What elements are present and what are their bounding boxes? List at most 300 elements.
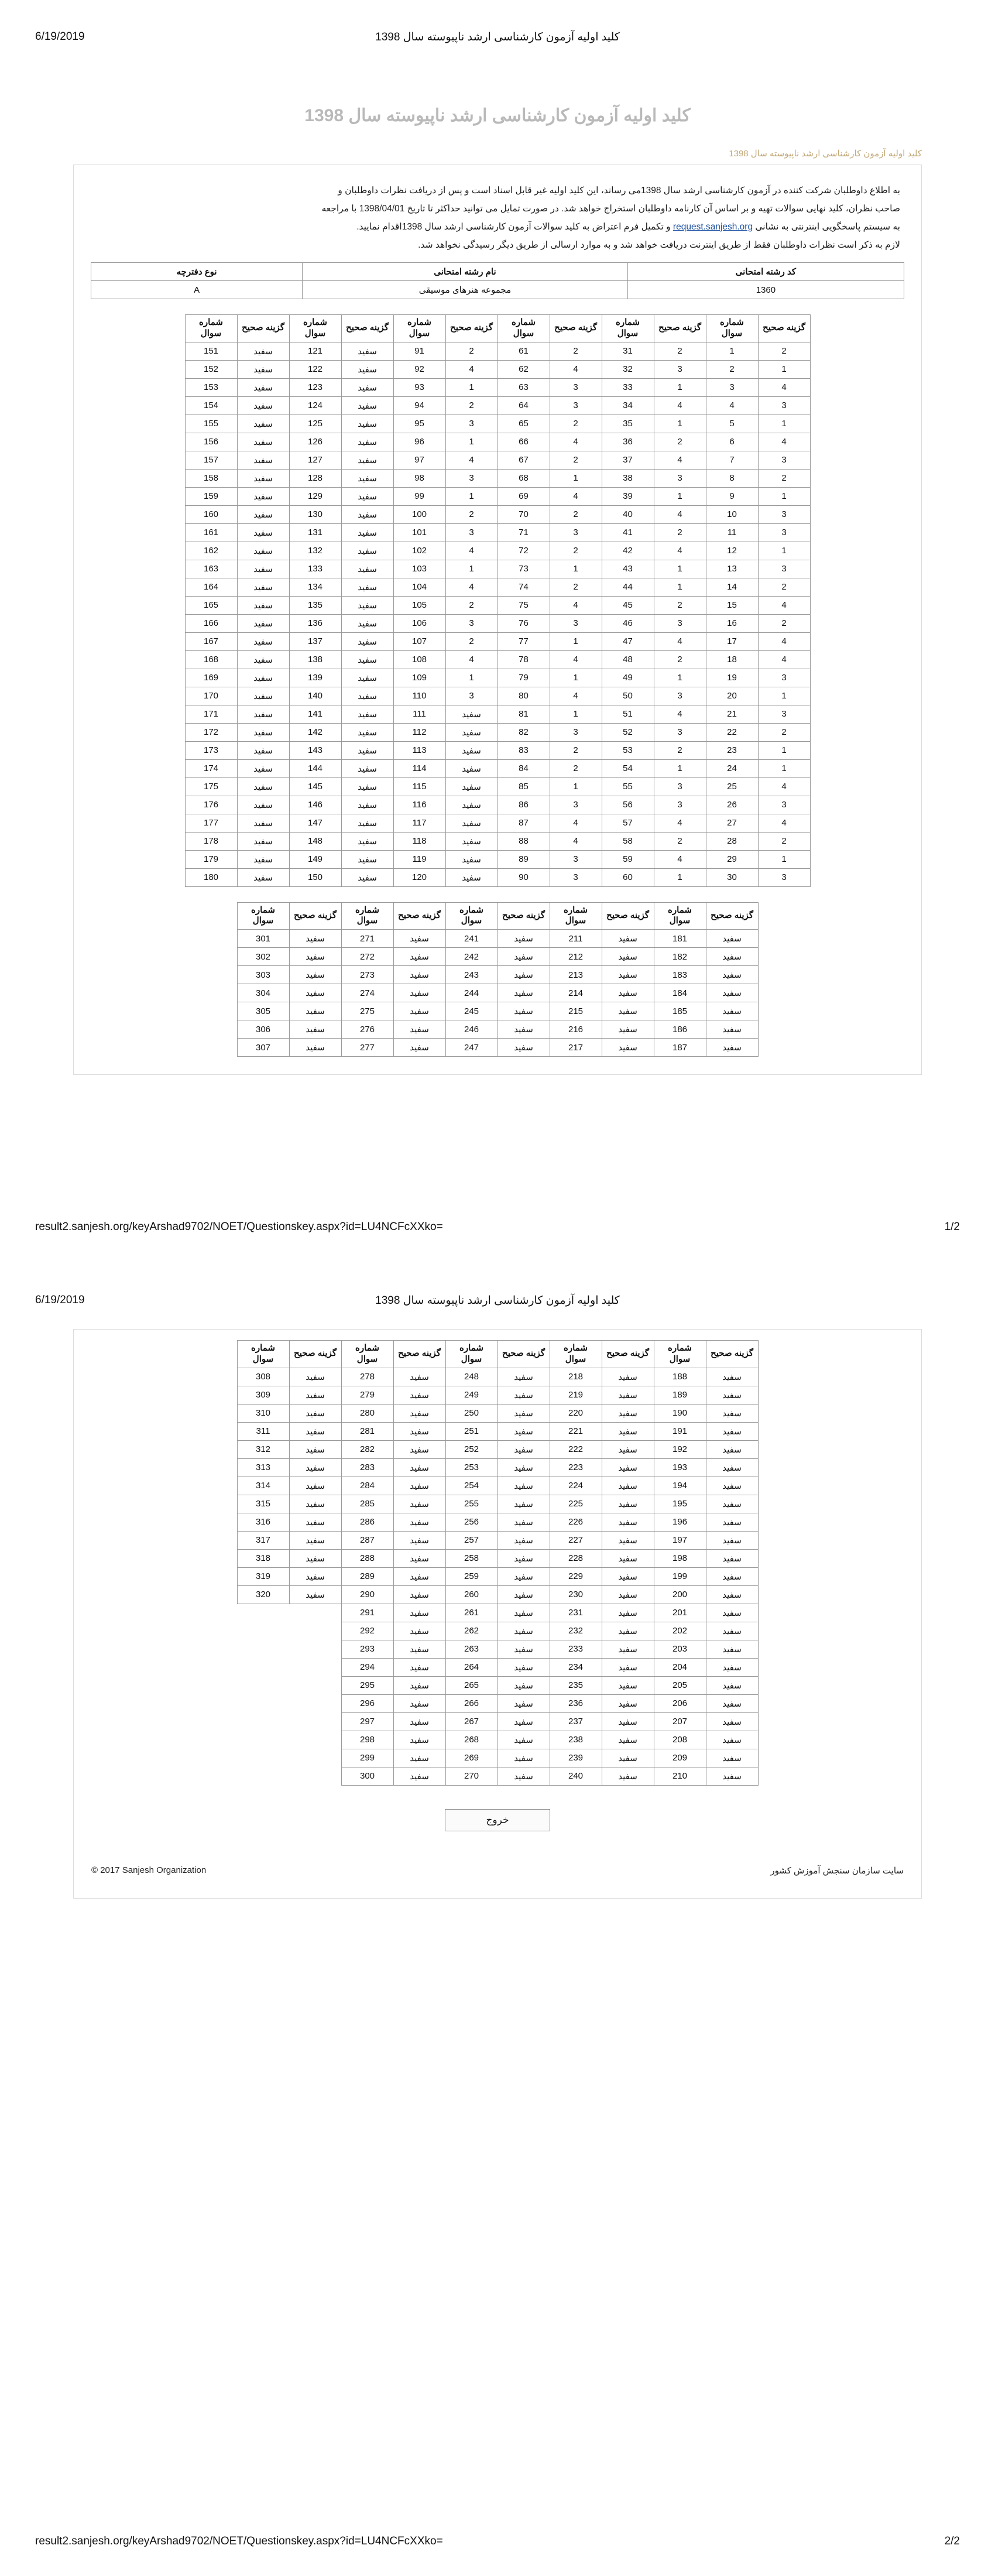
answer-cell: سفید [341,342,393,360]
answer-cell: 2 [758,469,810,487]
answer-cell: 1 [654,759,706,777]
answer-cell: سفید [393,1513,445,1531]
question-number-cell [237,1767,289,1785]
answer-key-header-question: شماره سوال [445,902,498,930]
answer-key-block-3-wrap [89,1340,906,1786]
answer-cell: 3 [445,523,498,542]
answer-cell: 4 [550,487,602,505]
table-row [237,1604,758,1622]
table-row [185,560,810,578]
answer-key-header-question: شماره سوال [445,1341,498,1368]
answer-cell: 4 [758,650,810,669]
question-number-cell: 264 [445,1658,498,1676]
question-number-cell: 108 [393,650,445,669]
answer-cell: سفید [498,930,550,948]
question-number-cell: 95 [393,415,445,433]
answer-cell: سفید [498,1749,550,1767]
question-number-cell: 71 [498,523,550,542]
answer-cell: 1 [550,777,602,796]
answer-cell: سفید [706,1458,758,1477]
answer-cell: سفید [393,1567,445,1585]
question-number-cell: 263 [445,1640,498,1658]
question-number-cell: 220 [550,1404,602,1422]
question-number-cell: 286 [341,1513,393,1531]
answer-cell: سفید [602,1440,654,1458]
table-row [185,705,810,723]
question-number-cell: 128 [289,469,341,487]
answer-cell: سفید [602,1002,654,1020]
question-number-cell: 138 [289,650,341,669]
question-number-cell: 170 [185,687,237,705]
question-number-cell: 183 [654,966,706,984]
answer-cell [289,1694,341,1712]
answer-cell: سفید [341,723,393,741]
answer-cell: 4 [445,578,498,596]
answer-cell: سفید [498,1731,550,1749]
answer-cell: سفید [237,560,289,578]
answer-cell: سفید [341,396,393,415]
answer-cell: 2 [758,342,810,360]
question-number-cell: 273 [341,966,393,984]
answer-cell: سفید [706,1020,758,1039]
question-number-cell: 81 [498,705,550,723]
question-number-cell: 33 [602,378,654,396]
question-number-cell: 230 [550,1585,602,1604]
question-number-cell: 189 [654,1386,706,1404]
answer-cell: سفید [341,850,393,868]
answer-cell: 4 [654,396,706,415]
question-number-cell [237,1694,289,1712]
print-date-2: 6/19/2019 [35,1294,85,1306]
question-number-cell: 175 [185,777,237,796]
question-number-cell: 320 [237,1585,289,1604]
question-number-cell: 150 [289,868,341,886]
question-number-cell: 64 [498,396,550,415]
table-row [185,396,810,415]
answer-cell: سفید [498,1712,550,1731]
question-number-cell: 133 [289,560,341,578]
answer-cell: سفید [602,966,654,984]
answer-cell: سفید [498,1020,550,1039]
answer-cell: سفید [706,966,758,984]
page-2-content [73,1323,922,1899]
question-number-cell: 69 [498,487,550,505]
answer-cell: 2 [445,632,498,650]
answer-cell: 2 [654,741,706,759]
answer-cell: 4 [445,451,498,469]
answer-cell: 4 [445,542,498,560]
question-number-cell: 154 [185,396,237,415]
question-number-cell: 242 [445,948,498,966]
notice-text [89,178,906,262]
answer-cell: سفید [289,1422,341,1440]
question-number-cell: 312 [237,1440,289,1458]
question-number-cell: 149 [289,850,341,868]
answer-cell: سفید [289,984,341,1002]
question-number-cell: 305 [237,1002,289,1020]
question-number-cell: 265 [445,1676,498,1694]
answer-cell: 3 [654,723,706,741]
answer-key-panel-continued [73,1329,922,1899]
question-number-cell: 178 [185,832,237,850]
answer-cell: سفید [498,1531,550,1549]
question-number-cell: 40 [602,505,654,523]
table-row [185,451,810,469]
answer-cell: سفید [602,1604,654,1622]
question-number-cell [237,1731,289,1749]
question-number-cell: 137 [289,632,341,650]
question-number-cell: 249 [445,1386,498,1404]
answer-cell: سفید [498,1585,550,1604]
section-subtitle: کلید اولیه آزمون کارشناسی ارشد ناپیوسته سال 1398 [729,149,922,159]
answer-cell: سفید [237,669,289,687]
question-number-cell: 159 [185,487,237,505]
answer-cell: سفید [445,723,498,741]
question-number-cell: 45 [602,596,654,614]
question-number-cell: 182 [654,948,706,966]
answer-cell: سفید [393,1020,445,1039]
answer-cell: سفید [237,650,289,669]
question-number-cell: 226 [550,1513,602,1531]
question-number-cell: 205 [654,1676,706,1694]
question-number-cell: 37 [602,451,654,469]
question-number-cell: 135 [289,596,341,614]
answer-cell: سفید [341,469,393,487]
question-number-cell: 26 [706,796,758,814]
question-number-cell: 102 [393,542,445,560]
answer-cell: 2 [654,433,706,451]
answer-cell: سفید [602,1622,654,1640]
question-number-cell: 87 [498,814,550,832]
question-number-cell: 115 [393,777,445,796]
question-number-cell: 157 [185,451,237,469]
question-number-cell: 234 [550,1658,602,1676]
question-number-cell: 309 [237,1386,289,1404]
answer-cell: 4 [550,814,602,832]
question-number-cell: 295 [341,1676,393,1694]
question-number-cell: 123 [289,378,341,396]
question-number-cell: 6 [706,433,758,451]
table-row [185,433,810,451]
answer-key-header-answer: گزینه صحیح [393,902,445,930]
answer-cell: 2 [550,542,602,560]
answer-cell: سفید [602,1386,654,1404]
answer-cell: سفید [289,1368,341,1386]
question-number-cell: 67 [498,451,550,469]
answer-cell: سفید [498,1002,550,1020]
answer-cell: 4 [445,360,498,378]
question-number-cell: 202 [654,1622,706,1640]
answer-key-header-row [185,315,810,342]
answer-cell: سفید [341,415,393,433]
question-number-cell: 278 [341,1368,393,1386]
answer-cell: 4 [654,632,706,650]
question-number-cell: 171 [185,705,237,723]
question-number-cell: 113 [393,741,445,759]
answer-cell: 1 [758,741,810,759]
answer-cell: سفید [237,415,289,433]
notice-line-3 [95,218,900,236]
question-number-cell: 209 [654,1749,706,1767]
answer-cell: سفید [602,1749,654,1767]
answer-cell: 2 [550,505,602,523]
question-number-cell: 140 [289,687,341,705]
answer-cell: 4 [654,814,706,832]
answer-cell: سفید [602,1477,654,1495]
table-row [237,1386,758,1404]
question-number-cell: 17 [706,632,758,650]
question-number-cell: 86 [498,796,550,814]
question-number-cell: 57 [602,814,654,832]
answer-cell: 1 [550,705,602,723]
question-number-cell: 214 [550,984,602,1002]
question-number-cell: 54 [602,759,654,777]
answer-cell: سفید [706,1712,758,1731]
answer-cell: سفید [706,1531,758,1549]
answer-cell: سفید [341,777,393,796]
answer-cell: سفید [393,930,445,948]
question-number-cell: 313 [237,1458,289,1477]
info-value-field: مجموعه هنرهای موسیقی [303,281,628,299]
answer-cell: سفید [706,1604,758,1622]
answer-cell: سفید [602,1368,654,1386]
answer-cell: سفید [237,396,289,415]
question-number-cell: 103 [393,560,445,578]
answer-cell: سفید [602,1422,654,1440]
info-header-field: نام رشته امتحانی [303,263,628,281]
answer-cell: سفید [341,505,393,523]
answer-cell: سفید [237,832,289,850]
answer-cell: سفید [289,1404,341,1422]
answer-cell: 1 [654,415,706,433]
question-number-cell: 181 [654,930,706,948]
question-number-cell: 200 [654,1585,706,1604]
answer-cell: سفید [498,1495,550,1513]
question-number-cell: 29 [706,850,758,868]
answer-cell: 3 [654,360,706,378]
question-number-cell: 179 [185,850,237,868]
answer-cell: سفید [393,1368,445,1386]
answer-cell: 3 [654,469,706,487]
answer-cell: سفید [602,1585,654,1604]
answer-cell: 3 [654,687,706,705]
question-number-cell: 39 [602,487,654,505]
question-number-cell: 243 [445,966,498,984]
question-number-cell: 289 [341,1567,393,1585]
answer-cell: سفید [237,505,289,523]
question-number-cell: 199 [654,1567,706,1585]
answer-cell: سفید [498,966,550,984]
answer-cell: 1 [758,360,810,378]
answer-cell: سفید [237,487,289,505]
answer-key-header-question: شماره سوال [237,1341,289,1368]
info-value-code: 1360 [627,281,904,299]
table-row [185,596,810,614]
answer-key-header-question: شماره سوال [550,902,602,930]
question-number-cell: 89 [498,850,550,868]
table-row [237,1513,758,1531]
print-page-number: 1/2 [944,1221,960,1233]
question-number-cell: 153 [185,378,237,396]
question-number-cell: 163 [185,560,237,578]
question-number-cell: 300 [341,1767,393,1785]
question-number-cell: 192 [654,1440,706,1458]
answer-cell: سفید [706,1386,758,1404]
answer-cell: سفید [706,1513,758,1531]
table-row [237,966,758,984]
answer-key-header-answer: گزینه صحیح [498,1341,550,1368]
question-number-cell: 90 [498,868,550,886]
answer-cell: 3 [550,868,602,886]
answer-cell: 2 [445,396,498,415]
question-number-cell: 12 [706,542,758,560]
answer-key-header-question: شماره سوال [550,1341,602,1368]
question-number-cell: 8 [706,469,758,487]
answer-cell: سفید [706,1567,758,1585]
question-number-cell: 49 [602,669,654,687]
answer-cell: 3 [550,614,602,632]
answer-cell: 4 [550,360,602,378]
answer-cell: سفید [289,1440,341,1458]
answer-cell: سفید [706,1422,758,1440]
table-row [237,1712,758,1731]
answer-cell: 2 [550,741,602,759]
answer-cell: سفید [498,1640,550,1658]
answer-cell: سفید [602,1676,654,1694]
answer-cell: 3 [550,523,602,542]
question-number-cell: 92 [393,360,445,378]
question-number-cell: 141 [289,705,341,723]
question-number-cell: 319 [237,1567,289,1585]
question-number-cell: 188 [654,1368,706,1386]
question-number-cell: 1 [706,342,758,360]
answer-cell: سفید [237,632,289,650]
answer-cell: سفید [706,1731,758,1749]
answer-cell: 1 [654,578,706,596]
table-row [237,1694,758,1712]
question-number-cell: 260 [445,1585,498,1604]
answer-key-header-answer: گزینه صحیح [602,902,654,930]
answer-key-block-2-wrap [89,902,906,1057]
answer-cell: سفید [706,1694,758,1712]
answer-cell: سفید [498,1604,550,1622]
question-number-cell: 296 [341,1694,393,1712]
answer-cell [289,1658,341,1676]
answer-cell: سفید [341,832,393,850]
table-row [185,614,810,632]
answer-cell: سفید [237,777,289,796]
answer-cell [289,1731,341,1749]
answer-cell: سفید [237,378,289,396]
answer-cell: سفید [706,1368,758,1386]
question-number-cell: 203 [654,1640,706,1658]
answer-cell: سفید [341,523,393,542]
answer-cell: سفید [602,1549,654,1567]
question-number-cell: 100 [393,505,445,523]
answer-cell: سفید [341,650,393,669]
question-number-cell: 221 [550,1422,602,1440]
answer-cell: سفید [393,1604,445,1622]
question-number-cell: 276 [341,1020,393,1039]
answer-key-header-answer: گزینه صحیح [602,1341,654,1368]
exit-button[interactable]: خروج [445,1809,550,1831]
answer-cell: سفید [602,1694,654,1712]
question-number-cell: 274 [341,984,393,1002]
answer-cell: سفید [706,1477,758,1495]
info-header-row [91,263,904,281]
question-number-cell: 43 [602,560,654,578]
answer-cell: 3 [758,669,810,687]
question-number-cell: 124 [289,396,341,415]
answer-cell: سفید [445,832,498,850]
question-number-cell: 287 [341,1531,393,1549]
answer-cell: 2 [550,451,602,469]
question-number-cell: 172 [185,723,237,741]
answer-cell: سفید [498,1676,550,1694]
answer-cell: 3 [758,523,810,542]
answer-cell: 2 [445,505,498,523]
question-number-cell: 176 [185,796,237,814]
answer-cell: سفید [445,777,498,796]
answer-cell: سفید [393,1640,445,1658]
answer-cell: 3 [758,396,810,415]
question-number-cell: 252 [445,1440,498,1458]
question-number-cell: 261 [445,1604,498,1622]
answer-cell: 3 [654,614,706,632]
answer-cell: سفید [393,984,445,1002]
question-number-cell: 72 [498,542,550,560]
answer-cell: 3 [758,451,810,469]
question-number-cell: 83 [498,741,550,759]
answer-cell [289,1712,341,1731]
question-number-cell: 13 [706,560,758,578]
table-row [185,650,810,669]
table-row [237,930,758,948]
question-number-cell: 213 [550,966,602,984]
question-number-cell: 219 [550,1386,602,1404]
answer-key-header-answer: گزینه صحیح [289,1341,341,1368]
question-number-cell: 201 [654,1604,706,1622]
answer-cell: سفید [706,1658,758,1676]
answer-cell: سفید [341,578,393,596]
answer-cell: سفید [706,1549,758,1567]
table-row [237,1731,758,1749]
request-portal-link[interactable]: request.sanjesh.org [673,222,753,232]
question-number-cell: 190 [654,1404,706,1422]
answer-cell: 2 [550,415,602,433]
table-row [185,723,810,741]
answer-cell [289,1749,341,1767]
question-number-cell: 247 [445,1039,498,1057]
question-number-cell: 180 [185,868,237,886]
answer-key-header-answer: گزینه صحیح [341,315,393,342]
table-row [237,1749,758,1767]
question-number-cell: 237 [550,1712,602,1731]
question-number-cell: 117 [393,814,445,832]
question-number-cell: 125 [289,415,341,433]
answer-cell: سفید [498,1404,550,1422]
answer-cell: سفید [341,596,393,614]
answer-cell: 4 [654,505,706,523]
answer-cell: 2 [654,832,706,850]
answer-cell: سفید [706,1767,758,1785]
table-row [185,632,810,650]
question-number-cell: 127 [289,451,341,469]
answer-cell: 3 [654,796,706,814]
answer-cell: سفید [341,614,393,632]
question-number-cell: 257 [445,1531,498,1549]
answer-cell: 3 [758,705,810,723]
